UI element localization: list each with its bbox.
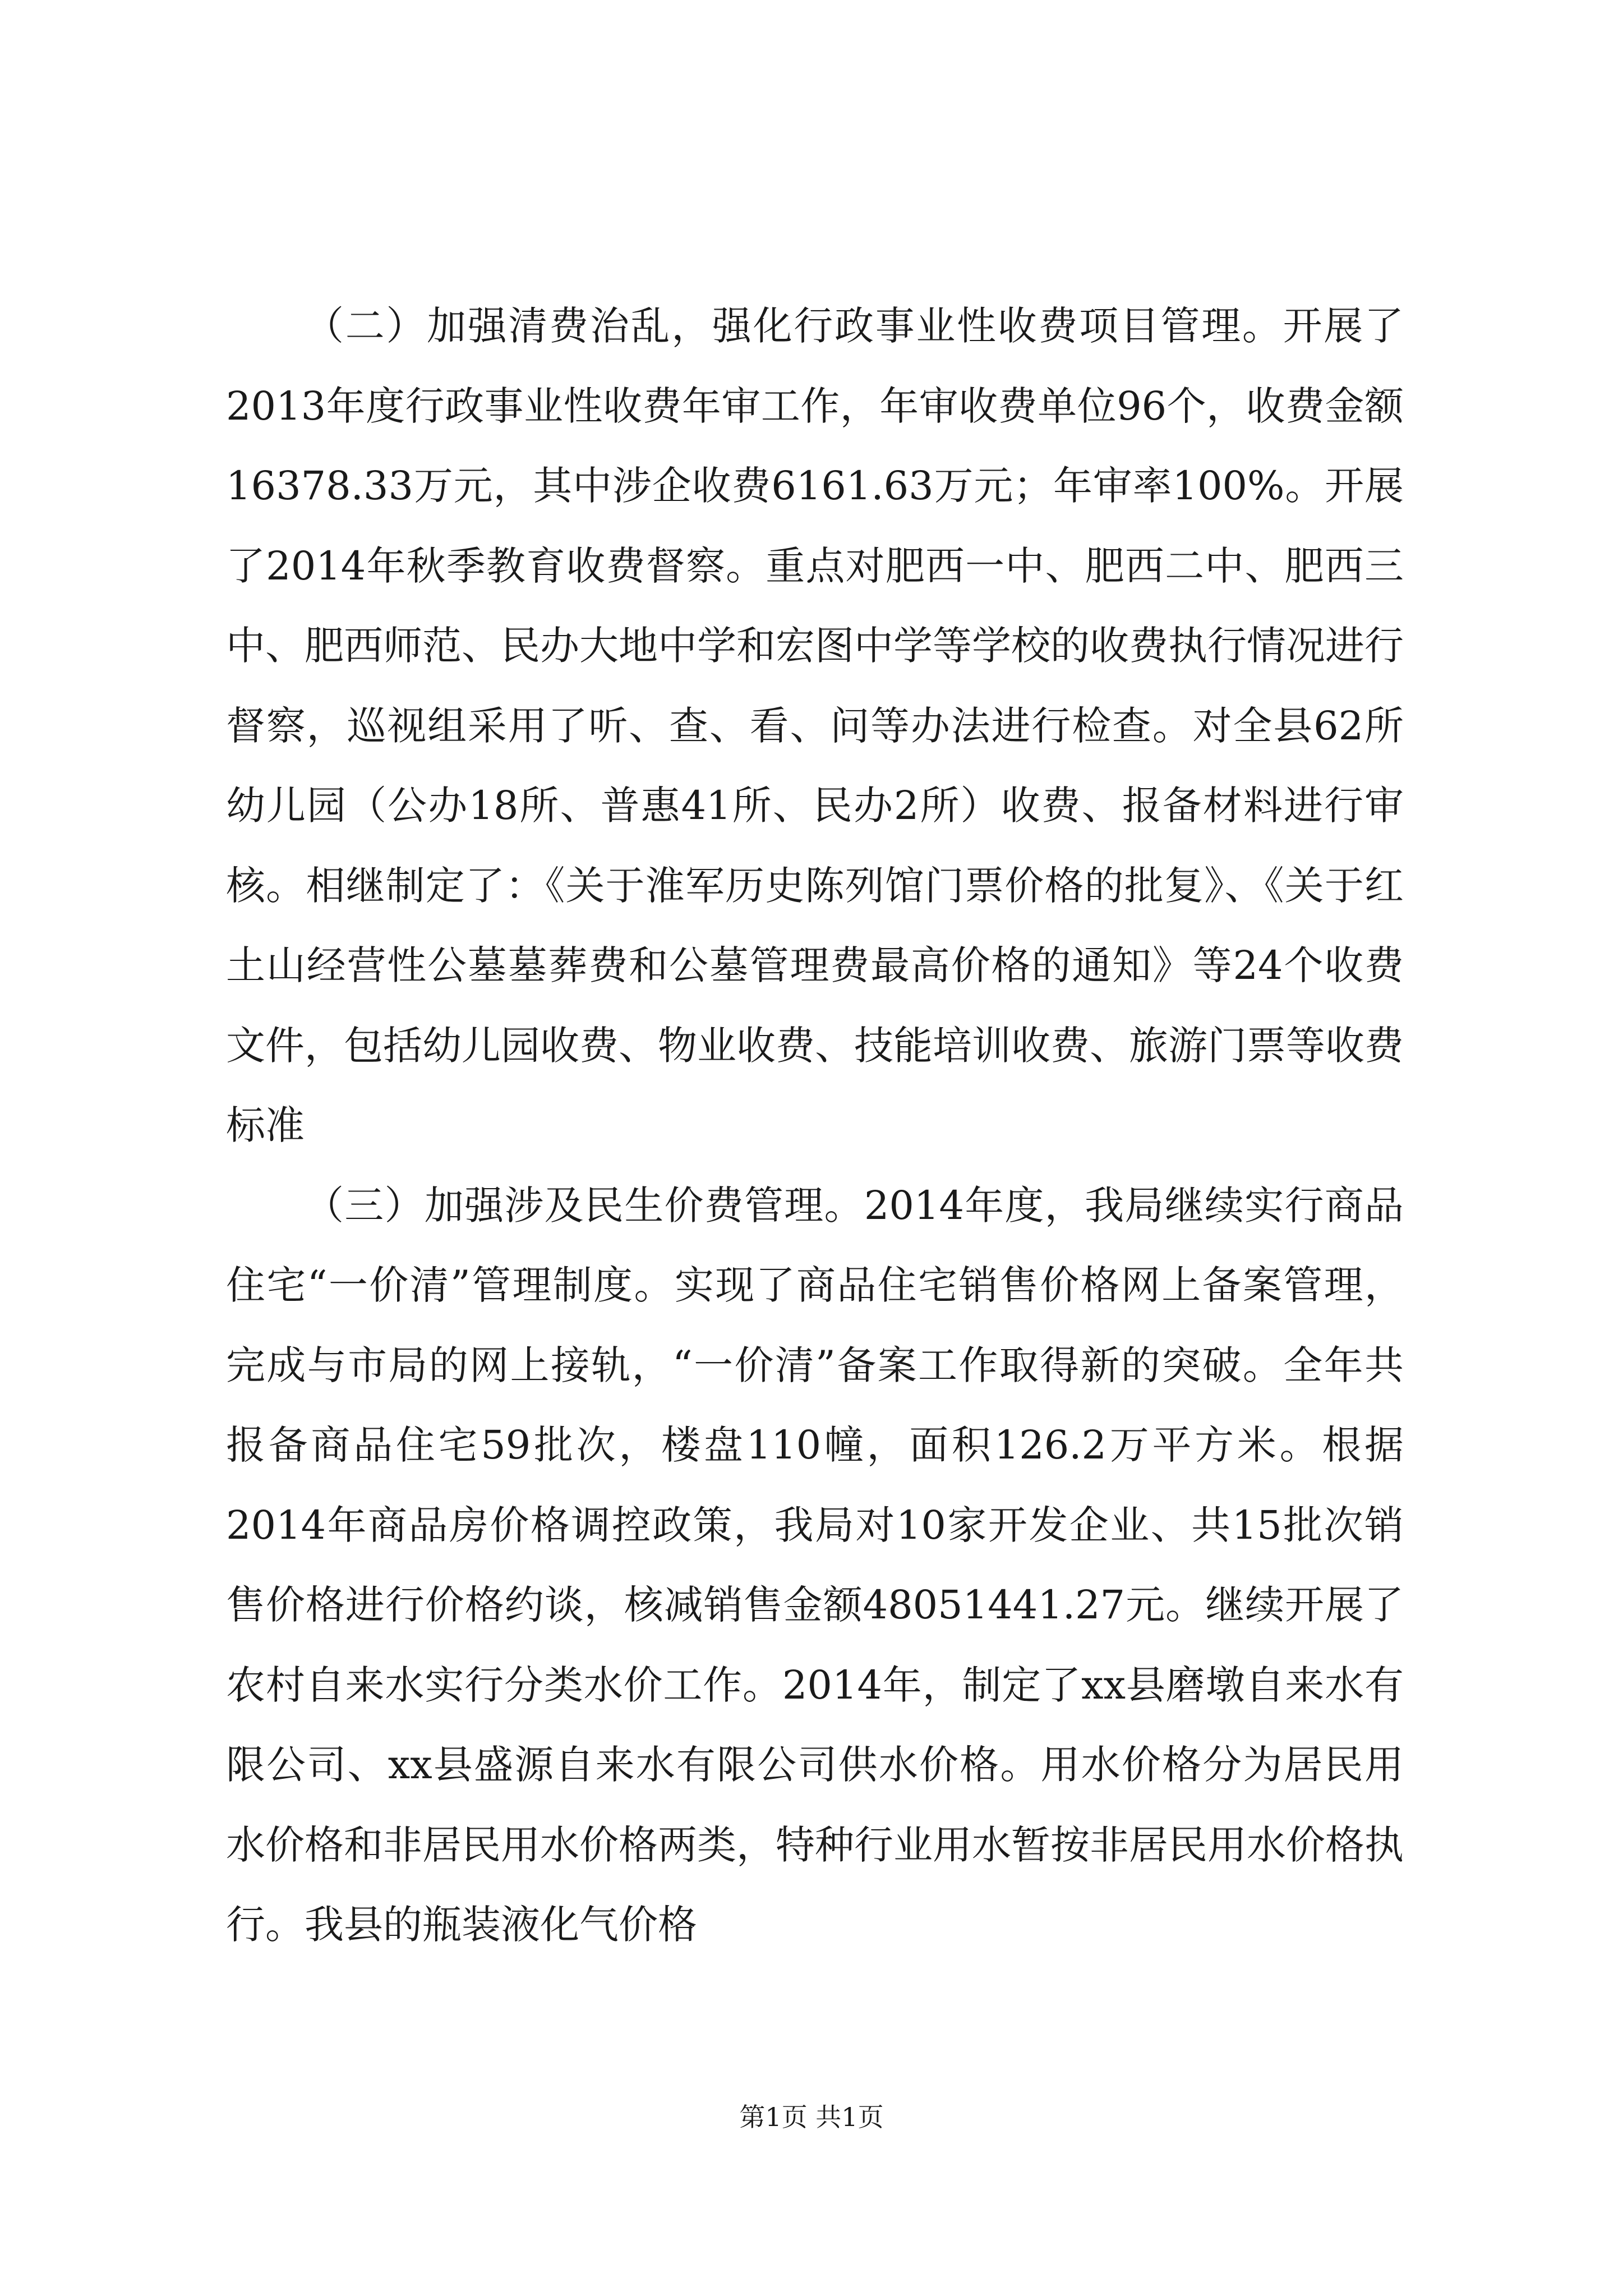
paragraph-fee-management: （二）加强清费治乱，强化行政事业性收费项目管理。开展了2013年度行政事业性收费年审工作，年审收费单位96个，收费金额16378.33万元，其中涉企收费6161.63万元；年审率100%。开展了2014年秋季教育收费督察。重点对肥西一中、肥西二中、肥西三中、肥西师范、民办大地中学和宏图中学等学校的收费执行情况进行督察，巡视组采用了听、查、看、问等办法进行检查。对全县62所幼儿园（公办18所、普惠41所、民办2所）收费、报备材料进行审核。相继制定了：《关于淮军历史陈列馆门票价格的批复》、《关于红土山经营性公墓墓葬费和公墓管理费最高价格的通知》等24个收费文件，包括幼儿园收费、物业收费、技能培训收费、旅游门票等收费标准 [226,303,1404,1148]
page-footer: 第1页 共1页 [739,2102,884,2132]
document-body [226,286,1404,1965]
paragraph-livelihood-pricing: （三）加强涉及民生价费管理。2014年度，我局继续实行商品住宅“一价清”管理制度。实现了商品住宅销售价格网上备案管理，完成与市局的网上接轨，“一价清”备案工作取得新的突破。全年共报备商品住宅59批次，楼盘110幢，面积126.2万平方米。根据2014年商品房价格调控政策，我局对10家开发企业、共15批次销售价格进行价格约谈，核减销售金额48051441.27元。继续开展了农村自来水实行分类水价工作。2014年，制定了xx县磨墩自来水有限公司、xx县盛源自来水有限公司供水价格。用水价格分为居民用水价格和非居民用水价格两类，特种行业用水暂按非居民用水价格执行。我县的瓶装液化气价格 [226,1182,1404,1948]
